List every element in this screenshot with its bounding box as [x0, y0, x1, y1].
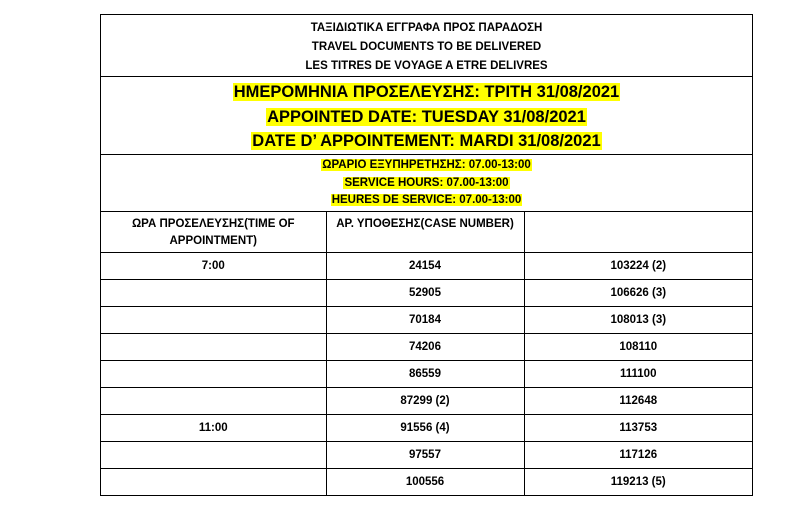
cell-time [101, 469, 326, 496]
cell-case-number: 100556 [326, 469, 524, 496]
cell-case-number: 87299 (2) [326, 388, 524, 415]
cases-table [101, 212, 752, 495]
cell-case-number: 24154 [326, 253, 524, 280]
service-hours-block [101, 155, 752, 212]
table-row [101, 334, 752, 361]
cell-case-number: 86559 [326, 361, 524, 388]
table-row [101, 361, 752, 388]
date-french: DATE D’ APPOINTEMENT: MARDI 31/08/2021 [252, 132, 601, 150]
table-row [101, 469, 752, 496]
cell-case-number-2: 113753 [524, 415, 752, 442]
cell-time [101, 334, 326, 361]
hours-greek: ΩΡΑΡΙΟ ΕΞΥΠΗΡΕΤΗΣΗΣ: 07.00-13:00 [322, 159, 531, 171]
cell-case-number-2: 119213 (5) [610, 476, 666, 488]
cell-time [101, 307, 326, 334]
cell-case-number: 52905 [326, 280, 524, 307]
cell-time [101, 442, 326, 469]
cell-time: 7:00 [101, 253, 326, 280]
table-row [101, 280, 752, 307]
cell-case-number-2: 108013 (3) [524, 307, 752, 334]
cell-case-number: 91556 (4) [326, 415, 524, 442]
cell-case-number-2: 106626 (3) [524, 280, 752, 307]
header-case-number: ΑΡ. ΥΠΟΘΕΣΗΣ(CASE NUMBER) [326, 212, 524, 253]
document-table [100, 14, 753, 496]
header-time: ΩΡΑ ΠΡΟΣΕΛΕΥΣΗΣ(TIME OF APPOINTMENT) [101, 212, 326, 253]
cell-case-number-2: 111100 [524, 361, 752, 388]
cell-time [101, 361, 326, 388]
cell-case-number-2: 108110 [524, 334, 752, 361]
table-row [101, 442, 752, 469]
header-extra [524, 212, 752, 253]
table-row [101, 307, 752, 334]
cell-case-number-2: 112648 [524, 388, 752, 415]
table-header-row [101, 212, 752, 253]
date-english: APPOINTED DATE: TUESDAY 31/08/2021 [267, 107, 586, 126]
cell-case-number-2: 117126 [524, 442, 752, 469]
hours-english: SERVICE HOURS: 07.00-13:00 [344, 176, 509, 189]
cell-case-number: 97557 [326, 442, 524, 469]
cell-time [101, 280, 326, 307]
title-french: LES TITRES DE VOYAGE A ETRE DELIVRES [305, 60, 548, 72]
cell-case-number-2: 103224 (2) [524, 253, 752, 280]
table-row [101, 253, 752, 280]
cell-case-number: 70184 [326, 307, 524, 334]
table-row [101, 388, 752, 415]
table-row [101, 415, 752, 442]
date-greek: ΗΜΕΡΟΜΗΝΙΑ ΠΡΟΣΕΛΕΥΣΗΣ: ΤΡΙΤΗ 31/08/2021 [233, 83, 620, 101]
title-english: TRAVEL DOCUMENTS TO BE DELIVERED [311, 41, 542, 53]
cell-time [101, 388, 326, 415]
title-greek: ΤΑΞΙΔΙΩΤΙΚΑ ΕΓΓΡΑΦΑ ΠΡΟΣ ΠΑΡΑΔΟΣΗ [310, 22, 543, 34]
document-title [101, 15, 752, 77]
appointment-date-block [101, 77, 752, 155]
cell-case-number: 74206 [326, 334, 524, 361]
hours-french: HEURES DE SERVICE: 07.00-13:00 [331, 194, 522, 206]
cell-time: 11:00 [101, 415, 326, 442]
